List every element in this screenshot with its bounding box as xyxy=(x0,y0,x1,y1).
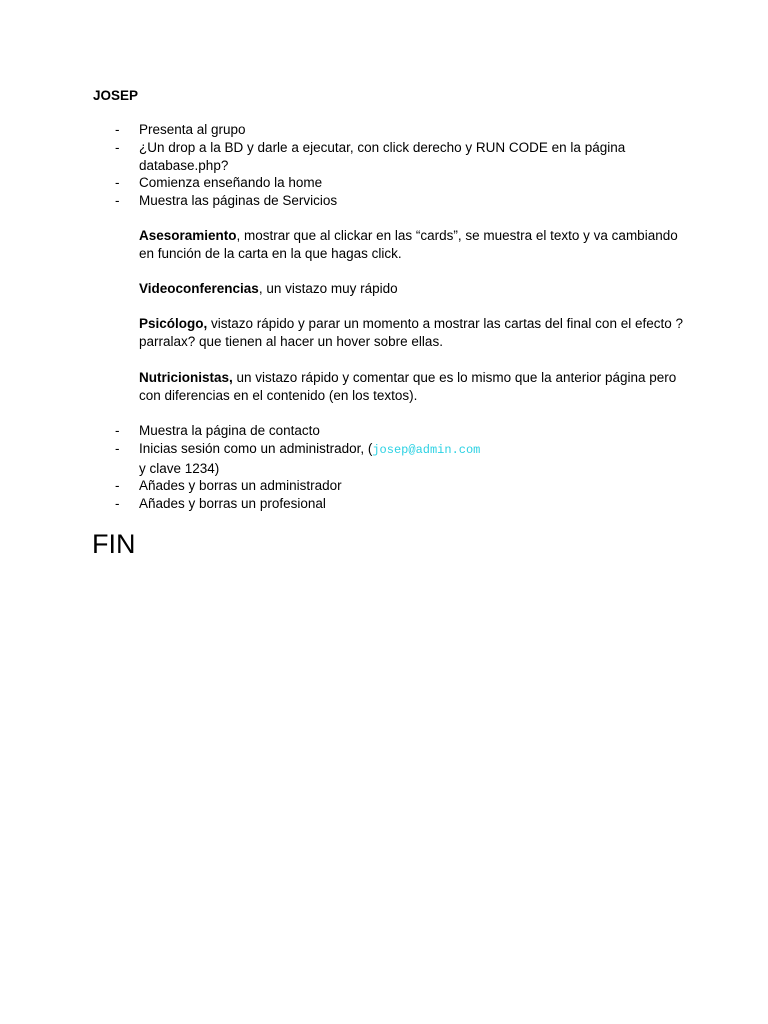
list-item xyxy=(93,192,693,210)
service-paragraph-nutricionistas xyxy=(139,369,684,405)
document-heading: JOSEP xyxy=(93,88,139,103)
list-item xyxy=(93,121,693,139)
list-item xyxy=(93,495,693,513)
login-text-prefix: Inicias sesión como un administrador, ( xyxy=(139,440,373,456)
service-name: Nutricionistas, xyxy=(139,370,233,385)
list-item-text: Añades y borras un administrador xyxy=(139,478,342,494)
list-bullet: - xyxy=(115,478,120,494)
service-description: un vistazo rápido y comentar que es lo mismo que la anterior página pero con diferencias en el contenido (en los textos). xyxy=(139,370,677,403)
list-item-text: Añades y borras un profesional xyxy=(139,496,326,512)
service-name: Videoconferencias xyxy=(139,281,259,296)
service-description: , mostrar que al clickar en las “cards”, se muestra el texto y va cambiando en función de la carta en la que hagas click. xyxy=(139,228,678,261)
document-end-title: FIN xyxy=(92,529,136,559)
service-paragraph-videoconferencias xyxy=(139,280,684,298)
list-bullet: - xyxy=(115,423,120,438)
list-item xyxy=(93,477,693,495)
service-paragraph-asesoramiento xyxy=(139,227,684,263)
list-bullet: - xyxy=(115,440,120,456)
admin-email-link[interactable]: josep@admin.com xyxy=(372,442,481,457)
list-item xyxy=(93,422,693,440)
list-bullet: - xyxy=(115,193,120,209)
login-text-suffix: y clave 1234) xyxy=(139,460,220,476)
service-description: , un vistazo muy rápido xyxy=(258,281,398,296)
list-item-text: Muestra las páginas de Servicios xyxy=(139,193,338,209)
steps-list-intro xyxy=(93,121,693,210)
list-bullet: - xyxy=(115,496,120,512)
service-description: vistazo rápido y parar un momento a mostrar las cartas del final con el efecto ?parralax? que tienen al hacer un hover sobre ellas. xyxy=(139,316,683,349)
list-bullet: - xyxy=(115,122,120,137)
service-name: Asesoramiento xyxy=(139,228,237,243)
list-item xyxy=(93,174,693,192)
list-item xyxy=(93,139,693,175)
steps-list-admin xyxy=(93,422,693,513)
list-item-text: Presenta al grupo xyxy=(139,122,246,137)
list-item-login xyxy=(93,440,693,478)
list-item-text: ¿Un drop a la BD y darle a ejecutar, con click derecho y RUN CODE en la página database.php? xyxy=(139,139,626,173)
list-item-text: Comienza enseñando la home xyxy=(139,175,323,191)
service-name: Psicólogo, xyxy=(139,316,208,331)
list-bullet: - xyxy=(115,139,120,155)
list-item-text: Muestra la página de contacto xyxy=(139,423,320,438)
service-paragraph-psicologo xyxy=(139,315,684,351)
list-bullet: - xyxy=(115,175,120,191)
